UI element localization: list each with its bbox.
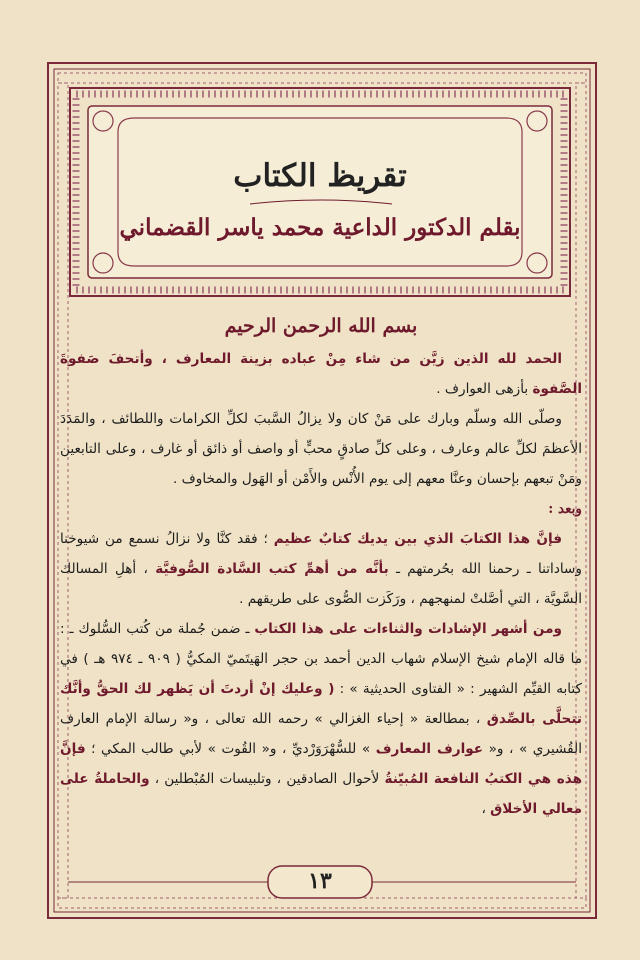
author-line: بقلم الدكتور الداعية محمد ياسر القضماني: [119, 214, 521, 241]
p3-part-a: فإنَّ هذا الكتابَ الذي بين يديك كتابٌ عظيم: [273, 531, 562, 547]
p3-part-b: ؛ فقد كنَّا ولا نزالُ نسمع من شيوخنا وساداتنا ـ رحمنا الله بحُرمتهم ـ: [60, 531, 582, 577]
p4-part-g: فإنَّ هذه هي الكتبُ النافعة المُبيّنةُ: [60, 741, 582, 787]
paragraph-4: [60, 614, 582, 824]
page-title: تقريظ الكتاب: [233, 158, 407, 194]
page-number: ١٣: [308, 868, 332, 894]
p4-part-c: ( وعليك إنْ أردتَ أن يَظهر لك الحقُّ وأنَّك تتحلَّى بالصِّدق: [60, 681, 582, 727]
ornament-band-top: [58, 73, 586, 83]
paragraph-3: [60, 524, 582, 614]
p4-part-e: عوارف المعارف: [375, 741, 484, 757]
p4-part-a: ومن أشهر الإشادات والثناءات على هذا الكتاب: [254, 621, 562, 637]
paragraph-1: [60, 344, 582, 404]
p4-part-i: والحاملةُ على معالي الأخلاق: [60, 771, 582, 817]
p4-part-d: ، بمطالعة « إحياء الغزالي » رحمه الله تعالى ، و« رسالة الإمام العارف القُشيري » ، و«: [60, 711, 582, 757]
p1-part-b: وأتحفَ صَفوةَ الصَّفوة: [60, 351, 582, 397]
p4-part-j: ،: [481, 801, 491, 817]
wabaad-label: وبعد :: [548, 501, 582, 517]
p1-part-a: الحمد لله الذين زيَّن من شاء مِنْ عباده بزينة المعارف ،: [152, 351, 562, 367]
p4-part-b: ـ ضمن جُملة من كُتب السُّلوك ـ : ما قاله الإمام شيخ الإسلام شهاب الدين أحمد بن حجر الهَيتَميّ المكيُّ ( ٩٠٩ ـ ٩٧٤ هـ ) في كتابه القيِّم الشهير : « الفتاوى الحديثية » :: [60, 621, 583, 697]
basmala: بسم الله الرحمن الرحيم: [224, 315, 418, 337]
p4-part-f: » للسُّهْرَوَرْديِّ ، و« القُوت » لأبي طالب المكي ؛: [85, 741, 376, 757]
p3-part-c: بأنَّه من أهمِّ كتب السَّادة الصُّوفيَّة: [155, 561, 389, 577]
ornament-band-bottom: [58, 898, 586, 908]
p4-part-h: لأحوال الصادقين ، وتلبيسات المُبْطلين ،: [149, 771, 385, 787]
paragraph-2: وصلّى الله وسلّم وبارك على مَنْ كان ولا يزالُ السَّببَ لكلِّ الكرامات واللطائف ، والمَدَدَ الأعظمَ لكلِّ عالم وعارف ، وعلى كلِّ صادقٍ محبٍّ أو واصف أو ذائق أو غارف ، وعلى التابعين ومَنْ تبعهم بإحسان وعنَّا معهم إلى يوم الأُنْس والأَمْن أو الهَول والمخاوف .: [60, 411, 582, 487]
p3-part-d: ، أهلِ المسالك السَّويَّة ، التي أصَّلتْ لمنهجهم ، ورَكَزت الصُّوى على طريقهم .: [60, 561, 582, 607]
wabaad-heading: [60, 494, 582, 524]
text-body: [60, 308, 582, 824]
p1-part-c: بأزهى العوارف .: [436, 381, 533, 397]
